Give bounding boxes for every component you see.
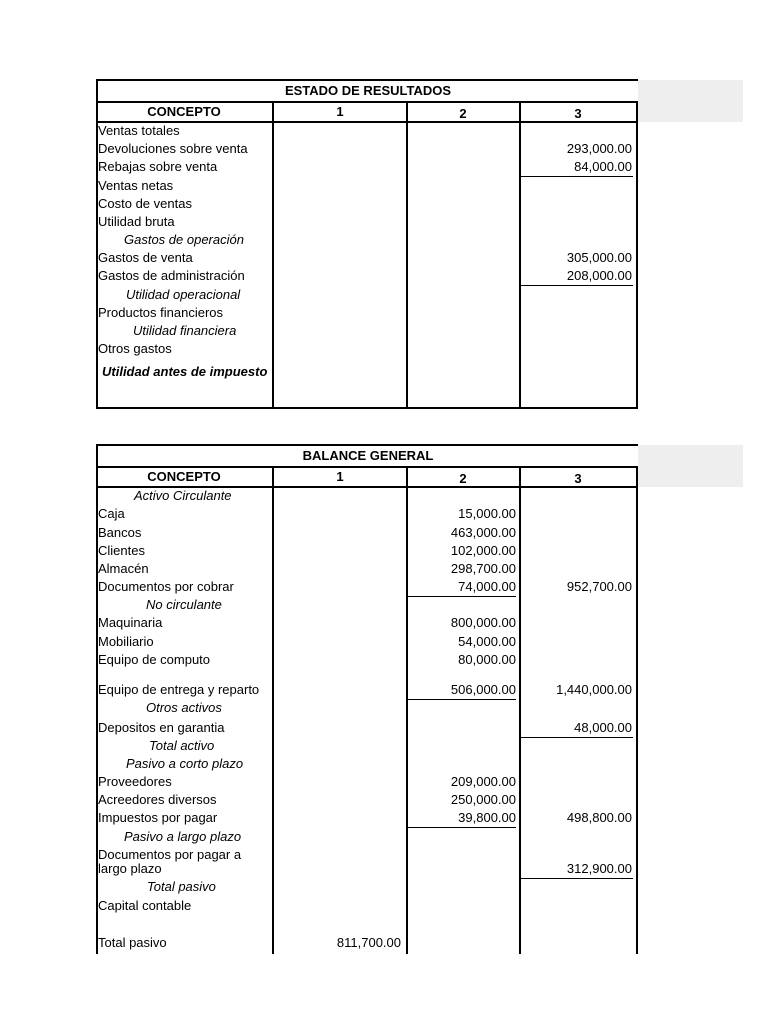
row-label: Impuestos por pagar [98,810,218,825]
row-label: Productos financieros [98,305,224,320]
header-concepto: CONCEPTO [147,104,221,119]
table-row [96,286,638,304]
header-col-1: 1 [336,469,344,484]
header-border-top [96,466,638,468]
table-row [96,340,638,358]
table-row [96,158,638,176]
cell-value-c2: 54,000.00 [458,634,516,649]
table-row [96,505,638,523]
row-label: Utilidad operacional [126,287,241,302]
table-row [96,614,638,632]
cell-value-c2: 250,000.00 [450,792,516,807]
table-row [96,596,638,614]
row-label: Otros activos [146,700,222,715]
row-label: largo plazo [98,861,162,876]
table-row [96,773,638,791]
header-band [638,80,743,122]
table-row [96,560,638,578]
table-row [96,524,638,542]
table-row [96,651,638,669]
row-label: Equipo de entrega y reparto [98,682,260,697]
row-label: Activo Circulante [134,488,232,503]
estado-de-resultados-table [96,79,638,409]
table-title: ESTADO DE RESULTADOS [284,83,452,98]
cell-value-c3: 498,800.00 [566,810,632,825]
table-row [96,195,638,213]
row-label: Caja [98,506,125,521]
table-row [96,878,638,896]
table-title: BALANCE GENERAL [302,448,434,463]
cell-value-c2: 15,000.00 [458,506,516,521]
header-border-top [96,101,638,103]
cell-value-c3: 48,000.00 [574,720,632,735]
header-col-2: 2 [459,106,467,121]
row-label: Documentos por cobrar [98,579,234,594]
header-col-3: 3 [574,106,582,121]
row-label: Depositos en garantia [98,720,225,735]
cell-value-c2: 39,800.00 [458,810,516,825]
table-row [96,487,638,505]
table-row [96,897,638,915]
table-row [96,177,638,195]
row-label: Clientes [98,543,145,558]
header-concepto: CONCEPTO [147,469,221,484]
row-label: Ventas netas [98,178,174,193]
row-label: Proveedores [98,774,172,789]
table-row [96,809,638,827]
table-row [96,755,638,773]
row-label: Pasivo a corto plazo [126,756,244,771]
header-band [638,445,743,487]
table-row [96,578,638,596]
table-row [96,934,638,952]
header-col-3: 3 [574,471,582,486]
table-row [96,828,638,846]
table-row [96,322,638,340]
cell-value-c3: 952,700.00 [566,579,632,594]
row-label: Rebajas sobre venta [98,159,218,174]
table-border-top [96,79,638,81]
table-row [96,633,638,651]
row-label: Documentos por pagar a [98,847,242,862]
cell-value-c3: 293,000.00 [566,141,632,156]
cell-value-c3: 84,000.00 [574,159,632,174]
cell-value-c2: 209,000.00 [450,774,516,789]
row-label: Gastos de operación [124,232,244,247]
cell-value-c2: 74,000.00 [458,579,516,594]
table-row [96,122,638,140]
cell-value-c2: 506,000.00 [450,682,516,697]
cell-value-c2: 298,700.00 [450,561,516,576]
table-row [96,737,638,755]
table-row [96,304,638,322]
row-label: Equipo de computo [98,652,211,667]
row-label: Almacén [98,561,149,576]
row-label: Devoluciones sobre venta [98,141,248,156]
row-label: Gastos de venta [98,250,193,265]
row-label: Utilidad financiera [133,323,237,338]
row-label: Pasivo a largo plazo [124,829,242,844]
table-row [96,681,638,699]
row-label: Gastos de administración [98,268,245,283]
row-label: Total activo [149,738,215,753]
table-row [96,719,638,737]
table-border-top [96,444,638,446]
row-label: No circulante [146,597,222,612]
cell-value-c3: 312,900.00 [566,861,632,876]
header-col-2: 2 [459,471,467,486]
table-row [96,267,638,285]
row-label: Total pasivo [147,879,216,894]
row-label: Otros gastos [98,341,172,356]
table-row [96,363,638,381]
table-row [96,140,638,158]
cell-value-c3: 208,000.00 [566,268,632,283]
cell-value-c2: 80,000.00 [458,652,516,667]
table-row [96,699,638,717]
row-label: Acreedores diversos [98,792,217,807]
cell-value-c1: 811,700.00 [336,935,401,950]
balance-general-table [96,444,638,954]
row-label: Bancos [98,525,142,540]
cell-value-c2: 800,000.00 [450,615,516,630]
table-row [96,249,638,267]
table-row [96,791,638,809]
table-row [96,213,638,231]
table-border-bottom [96,407,638,409]
cell-value-c2: 102,000.00 [450,543,516,558]
cell-value-c3: 1,440,000.00 [556,682,632,697]
row-label: Mobiliario [98,634,154,649]
row-label: Maquinaria [98,615,163,630]
row-label: Total pasivo [98,935,167,950]
row-label: Utilidad antes de impuesto [102,364,268,379]
row-label: Ventas totales [98,123,180,138]
table-row [96,542,638,560]
table-row [96,231,638,249]
table-row [96,860,638,878]
row-label: Capital contable [98,898,192,913]
cell-value-c3: 305,000.00 [566,250,632,265]
row-label: Costo de ventas [98,196,192,211]
cell-value-c2: 463,000.00 [450,525,516,540]
row-label: Utilidad bruta [98,214,175,229]
header-col-1: 1 [336,104,344,119]
